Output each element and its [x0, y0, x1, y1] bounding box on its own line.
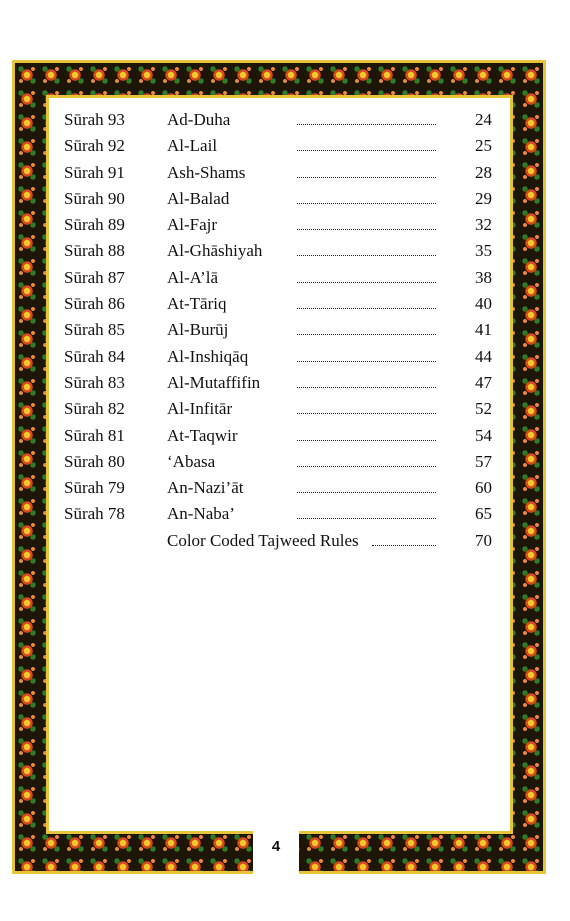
- dot-leader: [297, 229, 436, 230]
- table-of-contents: [64, 107, 494, 554]
- surah-number: Sūrah 92: [64, 136, 125, 156]
- toc-entry: [64, 423, 494, 449]
- surah-number: Sūrah 87: [64, 267, 125, 287]
- dot-leader: [297, 518, 436, 519]
- toc-entry: [64, 265, 494, 291]
- page-ref: 54: [475, 425, 492, 445]
- surah-title: An-Nazi’āt: [167, 478, 244, 498]
- dot-leader: [297, 150, 436, 151]
- page-ref: 57: [475, 451, 492, 471]
- surah-title: Al-Fajr: [167, 215, 218, 235]
- page-ref: 47: [475, 372, 492, 392]
- surah-number: Sūrah 83: [64, 372, 125, 392]
- surah-number: Sūrah 81: [64, 425, 125, 445]
- dot-leader: [297, 387, 436, 388]
- surah-title: Al-A’lā: [167, 267, 218, 287]
- dot-leader: [297, 413, 436, 414]
- dot-leader: [297, 177, 436, 178]
- surah-number: Sūrah 89: [64, 215, 125, 235]
- surah-title: Al-Lail: [167, 136, 218, 156]
- surah-number: Sūrah 91: [64, 162, 125, 182]
- surah-title: Al-Mutaffifin: [167, 372, 261, 392]
- toc-entry: [64, 475, 494, 501]
- surah-title: At-Tāriq: [167, 294, 227, 314]
- toc-entry: [64, 449, 494, 475]
- page-ref: 24: [475, 110, 492, 129]
- dot-leader: [297, 255, 436, 256]
- page-ref: 70: [475, 530, 492, 550]
- page-ref: 32: [475, 215, 492, 235]
- page-ref: 60: [475, 478, 492, 498]
- page-ref: 65: [475, 504, 492, 524]
- dot-leader: [297, 492, 436, 493]
- toc-entry: [64, 212, 494, 238]
- section-title: Color Coded Tajweed Rules: [167, 530, 359, 550]
- surah-number: Sūrah 88: [64, 241, 125, 261]
- surah-title: Ad-Duha: [167, 110, 231, 129]
- toc-entry: [64, 238, 494, 264]
- dot-leader: [297, 203, 436, 204]
- surah-number: Sūrah 90: [64, 188, 125, 208]
- surah-title: Al-Inshiqāq: [167, 346, 249, 366]
- toc-entry: [64, 107, 494, 133]
- toc-entry: [64, 291, 494, 317]
- surah-title: Ash-Shams: [167, 162, 246, 182]
- dot-leader: [297, 440, 436, 441]
- dot-leader: [297, 308, 436, 309]
- dot-leader: [297, 466, 436, 467]
- surah-number: Sūrah 80: [64, 451, 125, 471]
- surah-number: Sūrah 79: [64, 478, 125, 498]
- toc-entry-tajweed-rules: [64, 528, 494, 554]
- toc-entry: [64, 501, 494, 527]
- page-ref: 28: [475, 162, 492, 182]
- dot-leader: [297, 124, 436, 125]
- page-ref: 35: [475, 241, 492, 261]
- toc-entry: [64, 344, 494, 370]
- page-number: 4: [271, 838, 281, 855]
- page-ref: 40: [475, 294, 492, 314]
- dot-leader: [372, 545, 436, 546]
- surah-title: An-Naba’: [167, 504, 235, 524]
- toc-entry: [64, 186, 494, 212]
- surah-number: Sūrah 78: [64, 504, 125, 524]
- surah-title: ‘Abasa: [167, 451, 216, 471]
- surah-number: Sūrah 85: [64, 320, 125, 340]
- surah-number: Sūrah 86: [64, 294, 125, 314]
- surah-number: Sūrah 82: [64, 399, 125, 419]
- page-ref: 38: [475, 267, 492, 287]
- page-ref: 44: [475, 346, 492, 366]
- surah-title: Al-Balad: [167, 188, 230, 208]
- surah-number: Sūrah 84: [64, 346, 125, 366]
- toc-entry: [64, 317, 494, 343]
- page-ref: 29: [475, 188, 492, 208]
- surah-number: Sūrah 93: [64, 110, 125, 129]
- toc-entry: [64, 396, 494, 422]
- dot-leader: [297, 361, 436, 362]
- page-ref: 41: [475, 320, 492, 340]
- page-ref: 25: [475, 136, 492, 156]
- surah-title: Al-Ghāshiyah: [167, 241, 263, 261]
- surah-title: Al-Burūj: [167, 320, 229, 340]
- toc-entry: [64, 133, 494, 159]
- dot-leader: [297, 334, 436, 335]
- page-ref: 52: [475, 399, 492, 419]
- surah-title: Al-Infitār: [167, 399, 233, 419]
- dot-leader: [297, 282, 436, 283]
- toc-entry: [64, 370, 494, 396]
- toc-entry: [64, 160, 494, 186]
- surah-title: At-Taqwir: [167, 425, 238, 445]
